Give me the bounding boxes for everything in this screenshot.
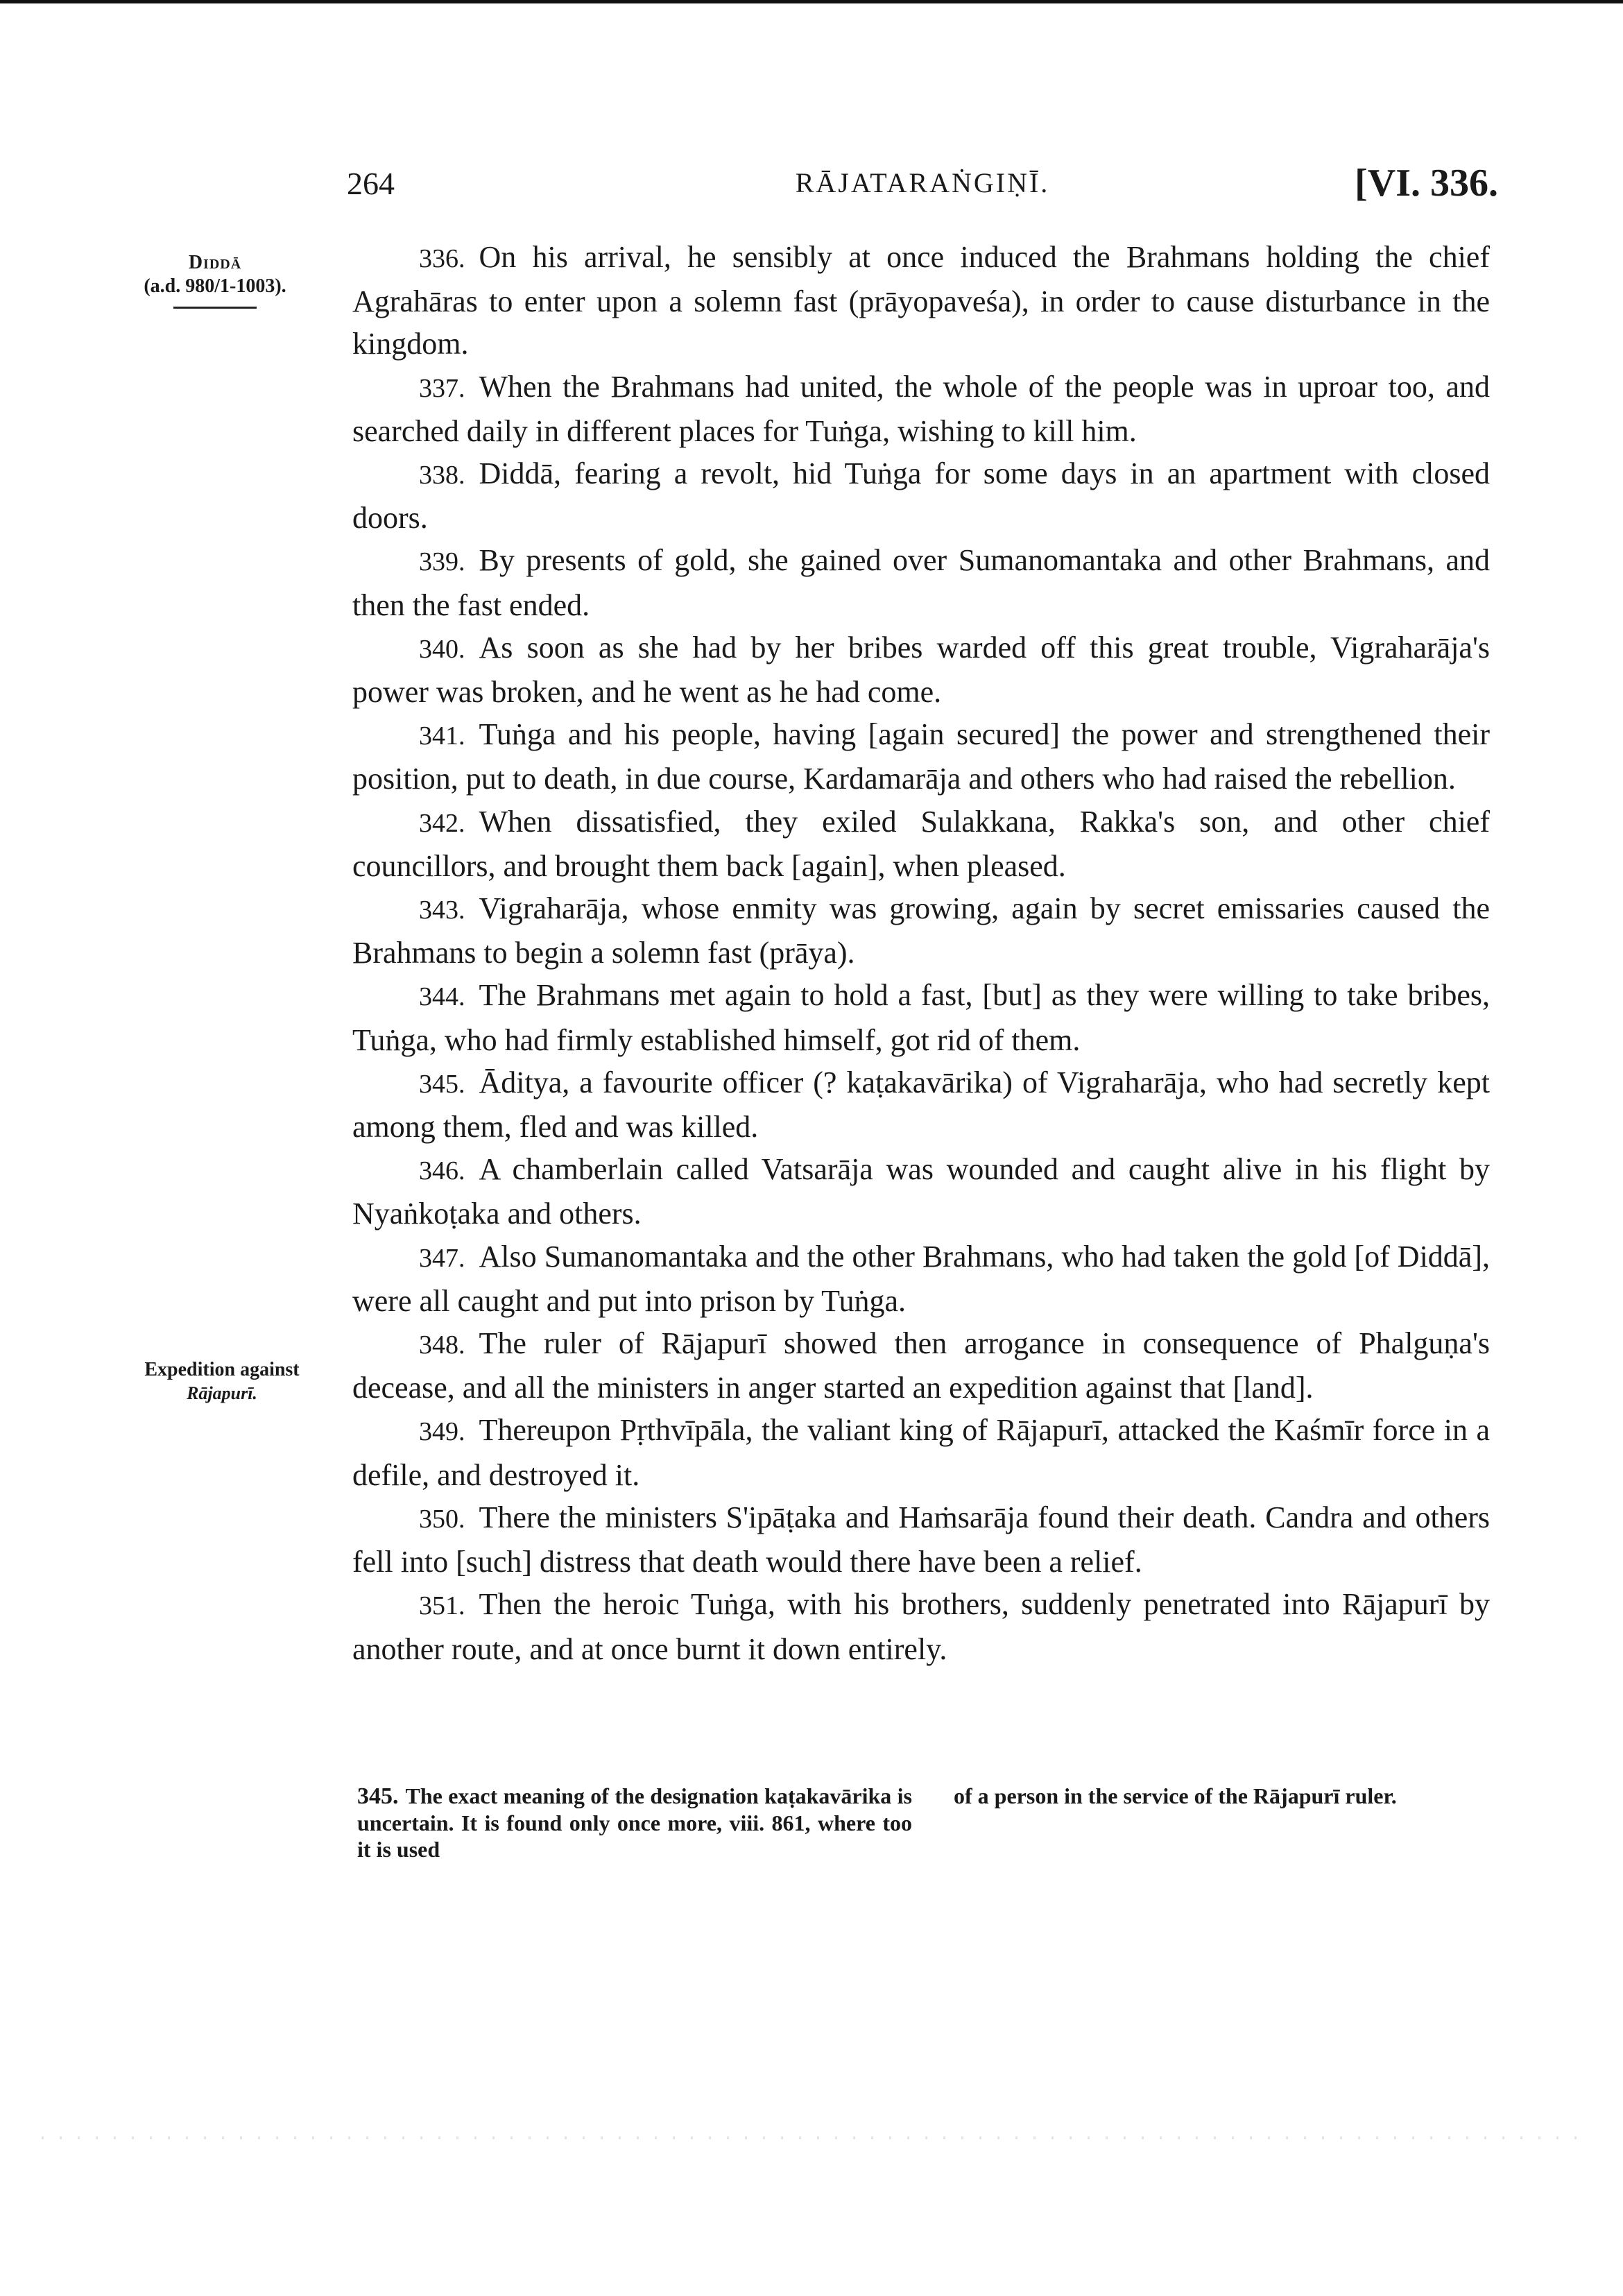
page-header	[347, 162, 1498, 214]
footnote-left-column	[357, 1783, 912, 1862]
top-border	[0, 0, 1623, 3]
verse-number: 337.	[419, 373, 465, 403]
page-number: 264	[347, 166, 395, 201]
verse-number: 342.	[419, 808, 465, 838]
verse-number: 343.	[419, 896, 465, 925]
verse-344	[352, 974, 1490, 1061]
verse-number: 347.	[419, 1243, 465, 1273]
verse-text: The ruler of Rājapurī showed then arrogance in consequence of Phalguṇa's decease, and all the ministers in anger started an expedition against that [land].	[352, 1326, 1490, 1405]
footnote-continuation: of a person in the service of the Rājapurī ruler.	[954, 1783, 1397, 1808]
footnote-number: 345.	[357, 1783, 399, 1809]
verse-number: 344.	[419, 982, 465, 1012]
verse-350	[352, 1496, 1490, 1583]
verse-text: Thereupon Pṛthvīpāla, the valiant king of Rājapurī, attacked the Kaśmīr force in a defile, and destroyed it.	[352, 1413, 1490, 1492]
verse-number: 346.	[419, 1156, 465, 1186]
running-title: RĀJATARAṄGIṆĪ.	[795, 167, 1050, 198]
verse-text: By presents of gold, she gained over Sumanomantaka and other Brahmans, and then the fast ended.	[352, 543, 1490, 622]
verse-338	[352, 452, 1490, 539]
verse-337	[352, 366, 1490, 452]
verse-text: Then the heroic Tuṅga, with his brothers, suddenly penetrated into Rājapurī by another route, and at once burnt it down entirely.	[352, 1587, 1490, 1666]
verse-text: Tuṅga and his people, having [again secured] the power and strengthened their position, put to death, in due course, Kardamarāja and others who had raised the rebellion.	[352, 717, 1490, 796]
verse-346	[352, 1148, 1490, 1235]
verse-number: 349.	[419, 1417, 465, 1447]
verse-348	[352, 1322, 1490, 1409]
verse-number: 336.	[419, 244, 465, 273]
verse-text: Diddā, fearing a revolt, hid Tuṅga for some days in an apartment with closed doors.	[352, 456, 1490, 536]
verse-342	[352, 800, 1490, 887]
verse-number: 351.	[419, 1591, 465, 1621]
verse-text: When the Brahmans had united, the whole of the people was in uproar too, and searched daily in different places for Tuṅga, wishing to kill him.	[352, 369, 1490, 448]
verse-number: 345.	[419, 1069, 465, 1099]
scan-artifact-line	[42, 2136, 1581, 2139]
verse-349	[352, 1409, 1490, 1496]
verse-number: 339.	[419, 547, 465, 577]
verse-text: A chamberlain called Vatsarāja was wounded and caught alive in his flight by Nyaṅkoṭaka and others.	[352, 1152, 1490, 1231]
verse-347	[352, 1235, 1490, 1322]
verse-number: 348.	[419, 1330, 465, 1360]
verse-text: The Brahmans met again to hold a fast, [but] as they were willing to take bribes, Tuṅga, who had firmly established himself, got rid of them.	[352, 978, 1490, 1057]
margin-note-rule	[173, 307, 257, 309]
verse-text: On his arrival, he sensibly at once induced the Brahmans holding the chief Agrahāras to enter upon a solemn fast (prāyopaveśa), in order to cause disturbance in the kingdom.	[352, 240, 1490, 361]
footnote-text: The exact meaning of the designation kaṭakavārika is uncertain. It is found only once more, viii. 861, where too it is used	[357, 1783, 912, 1862]
section-reference: [VI. 336.	[1355, 162, 1498, 205]
verse-336	[352, 236, 1490, 366]
footnote-right-column	[954, 1783, 1498, 1809]
margin-note-title: Expedition against	[144, 1359, 300, 1380]
verse-text: Āditya, a favourite officer (? kaṭakavārika) of Vigraharāja, who had secretly kept among them, fled and was killed.	[352, 1065, 1490, 1145]
verse-343	[352, 887, 1490, 974]
margin-note-expedition	[104, 1358, 340, 1405]
verse-number: 350.	[419, 1504, 465, 1534]
verse-351	[352, 1583, 1490, 1670]
verse-345	[352, 1061, 1490, 1148]
verse-text: As soon as she had by her bribes warded off this great trouble, Vigraharāja's power was broken, and he went as he had come.	[352, 630, 1490, 710]
verse-339	[352, 539, 1490, 626]
verse-number: 340.	[419, 634, 465, 664]
verse-text: Vigraharāja, whose enmity was growing, again by secret emissaries caused the Brahmans to begin a solemn fast (prāya).	[352, 891, 1490, 970]
margin-note-didda	[97, 251, 333, 309]
verse-number: 338.	[419, 461, 465, 490]
margin-note-dates: (a.d. 980/1-1003).	[144, 275, 286, 297]
verse-341	[352, 713, 1490, 800]
verse-number: 341.	[419, 721, 465, 751]
verse-text: Also Sumanomantaka and the other Brahmans, who had taken the gold [of Diddā], were all caught and put into prison by Tuṅga.	[352, 1239, 1490, 1318]
margin-note-place: Rājapurī.	[187, 1383, 257, 1403]
main-text	[352, 236, 1490, 1670]
verse-340	[352, 626, 1490, 713]
verse-text: There the ministers S'ipāṭaka and Haṁsarāja found their death. Candra and others fell into [such] distress that death would there have been a relief.	[352, 1500, 1490, 1579]
margin-note-title: Diddā	[188, 252, 242, 273]
verse-text: When dissatisfied, they exiled Sulakkana, Rakka's son, and other chief councillors, and brought them back [again], when pleased.	[352, 804, 1490, 883]
